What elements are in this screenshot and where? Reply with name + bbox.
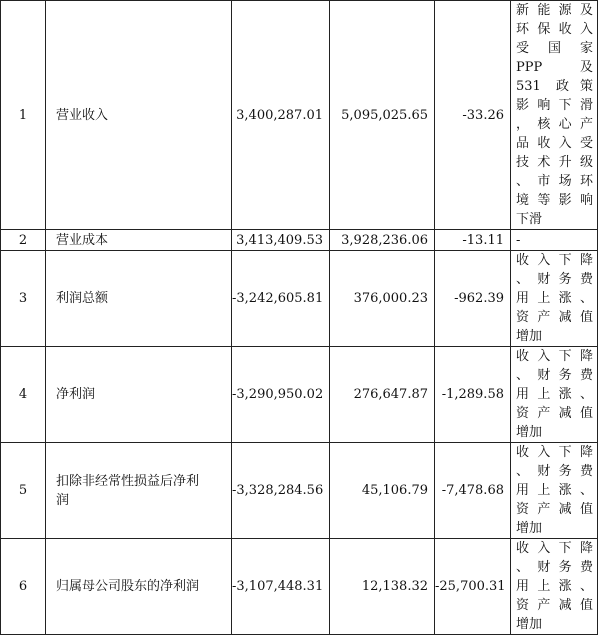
- table-row: [1, 230, 598, 251]
- item-name: 归属母公司股东的净利润: [46, 539, 232, 635]
- table-row: [1, 347, 598, 443]
- current-value: 3,400,287.01: [232, 1, 330, 230]
- change-reason: [511, 347, 598, 443]
- reason-line: 环保收入: [516, 22, 593, 37]
- item-name: 净利润: [46, 347, 232, 443]
- previous-value: 276,647.87: [330, 347, 435, 443]
- reason-line: 影响下滑: [516, 98, 593, 113]
- previous-value: 45,106.79: [330, 443, 435, 539]
- table-row: [1, 443, 598, 539]
- row-number: 3: [1, 251, 46, 347]
- change-percent: -7,478.68: [435, 443, 511, 539]
- reason-line: 增加: [516, 329, 543, 344]
- table-row: [1, 539, 598, 635]
- reason-line: 增加: [516, 425, 543, 440]
- change-reason: [511, 251, 598, 347]
- previous-value: 12,138.32: [330, 539, 435, 635]
- reason-line: 新能源及: [516, 3, 593, 18]
- item-name-line: 扣除非经常性损益后净利: [56, 473, 200, 489]
- reason-line: PPP 及: [516, 60, 593, 75]
- reason-line: 收入下降: [516, 253, 593, 268]
- previous-value: 5,095,025.65: [330, 1, 435, 230]
- reason-line: 531 政策: [516, 79, 593, 94]
- item-name: 营业收入: [46, 1, 232, 230]
- change-percent: -25,700.31: [435, 539, 511, 635]
- reason-line: 资产减值: [516, 406, 593, 421]
- table-row: [1, 251, 598, 347]
- row-number: 5: [1, 443, 46, 539]
- current-value: -3,290,950.02: [232, 347, 330, 443]
- row-number: 2: [1, 230, 46, 251]
- reason-line: 用上涨、: [516, 579, 593, 594]
- current-value: -3,107,448.31: [232, 539, 330, 635]
- reason-line: 资产减值: [516, 502, 593, 517]
- reason-line: 用上涨、: [516, 291, 593, 306]
- change-percent: -33.26: [435, 1, 511, 230]
- item-name: [46, 443, 232, 539]
- reason-line: 增加: [516, 521, 543, 536]
- reason-line: 用上涨、: [516, 483, 593, 498]
- reason-line: ，核心产: [516, 117, 593, 132]
- reason-line: 、财务费: [516, 560, 593, 575]
- previous-value: 376,000.23: [330, 251, 435, 347]
- item-name: 营业成本: [46, 230, 232, 251]
- reason-line: 下滑: [516, 212, 543, 227]
- reason-line: 增加: [516, 617, 543, 632]
- reason-line: 用上涨、: [516, 387, 593, 402]
- previous-value: 3,928,236.06: [330, 230, 435, 251]
- reason-line: 资产减值: [516, 598, 593, 613]
- change-percent: -962.39: [435, 251, 511, 347]
- item-name-line: 润: [56, 492, 70, 508]
- reason-line: -: [516, 232, 521, 248]
- row-number: 1: [1, 1, 46, 230]
- item-name: 利润总额: [46, 251, 232, 347]
- reason-line: 、财务费: [516, 368, 593, 383]
- row-number: 4: [1, 347, 46, 443]
- current-value: -3,242,605.81: [232, 251, 330, 347]
- row-number: 6: [1, 539, 46, 635]
- reason-line: 收入下降: [516, 445, 593, 460]
- reason-line: 受国家: [516, 41, 593, 56]
- change-percent: -13.11: [435, 230, 511, 251]
- reason-line: 、市场环: [516, 174, 593, 189]
- change-reason: [511, 539, 598, 635]
- current-value: 3,413,409.53: [232, 230, 330, 251]
- reason-line: 资产减值: [516, 310, 593, 325]
- current-value: -3,328,284.56: [232, 443, 330, 539]
- change-percent: -1,289.58: [435, 347, 511, 443]
- reason-line: 品收入受: [516, 136, 593, 151]
- change-reason: [511, 1, 598, 230]
- reason-line: 、财务费: [516, 272, 593, 287]
- change-reason: [511, 230, 598, 251]
- reason-line: 境等影响: [516, 193, 593, 208]
- table-row: [1, 1, 598, 230]
- change-reason: [511, 443, 598, 539]
- reason-line: 技术升级: [516, 155, 593, 170]
- reason-line: 收入下降: [516, 349, 593, 364]
- reason-line: 、财务费: [516, 464, 593, 479]
- reason-line: 收入下降: [516, 541, 593, 556]
